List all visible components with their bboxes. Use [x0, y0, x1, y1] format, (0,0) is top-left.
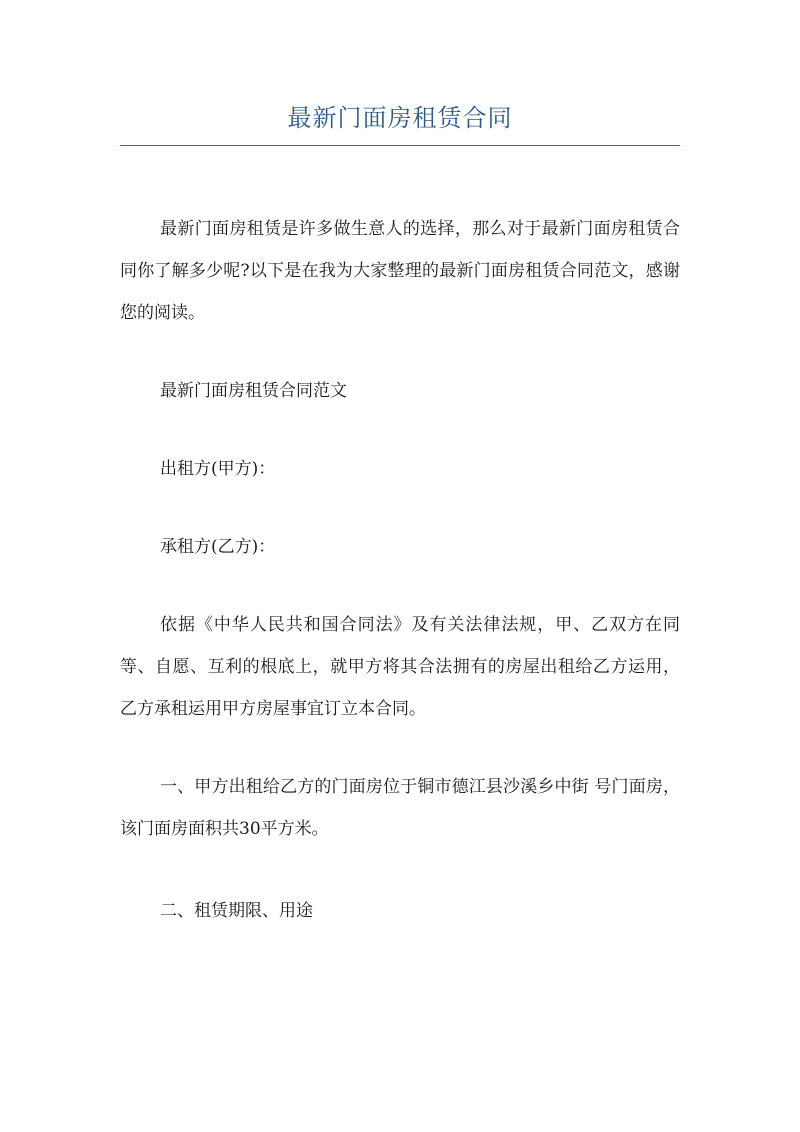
- section-heading: 最新门面房租赁合同范文: [160, 381, 347, 401]
- intro-paragraph: 最新门面房租赁是许多做生意人的选择，那么对于最新门面房租赁合同你了解多少呢?以下是在我为大家整理的最新门面房租赁合同范文，感谢您的阅读。: [120, 219, 680, 323]
- title-underline: [120, 145, 680, 146]
- legal-basis-paragraph: 依据《中华人民共和国合同法》及有关法律法规，甲、乙双方在同等、自愿、互利的根底上，就甲方将其合法拥有的房屋出租给乙方运用，乙方承租运用甲方房屋事宜订立本合同。: [120, 615, 680, 719]
- lessor-line: 出租方(甲方)：: [160, 459, 276, 479]
- document-body: [120, 208, 680, 932]
- clause-two-heading: 二、租赁期限、用途: [160, 901, 313, 921]
- clause-one-paragraph: 一、甲方出租给乙方的门面房位于铜市德江县沙溪乡中街 号门面房，该门面房面积共30平方米。: [120, 777, 680, 839]
- lessee-line: 承租方(乙方)：: [160, 537, 276, 557]
- document-title: 最新门面房租赁合同: [287, 104, 513, 132]
